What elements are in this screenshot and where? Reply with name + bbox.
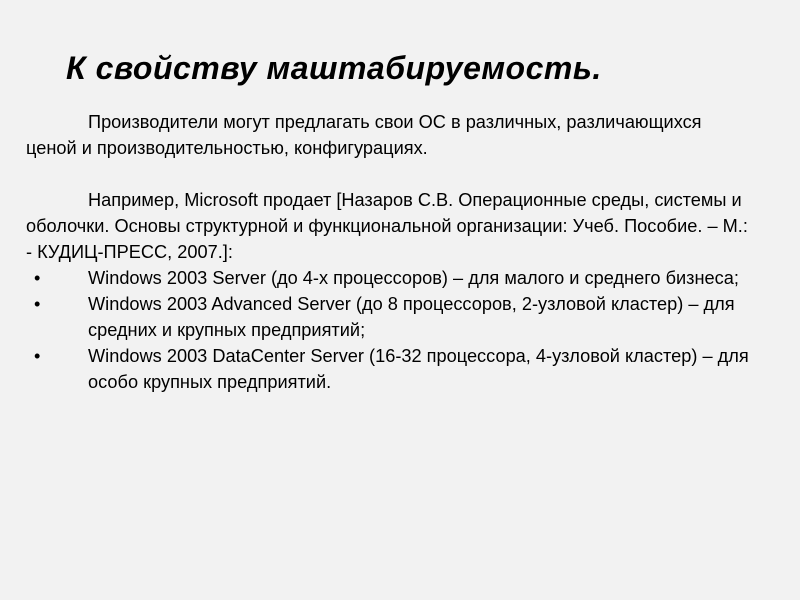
- list-item: [26, 265, 756, 291]
- paragraph-spacer: [26, 161, 756, 187]
- intro-paragraph: Производители могут предлагать свои ОС в различных, различающихся ценой и производительностью, конфигурациях.: [26, 112, 702, 158]
- list-item: [26, 291, 756, 343]
- list-item-text: Windows 2003 Advanced Server (до 8 процессоров, 2-узловой кластер) – для средних и крупных предприятий;: [88, 294, 735, 340]
- example-paragraph: Например, Microsoft продает [Назаров С.В. Операционные среды, системы и оболочки. Основы структурной и функциональной организации: Учеб. Пособие. – М.: - КУДИЦ-ПРЕСС, 2007.]:: [26, 190, 748, 262]
- slide-body: [26, 109, 756, 395]
- bullet-icon: •: [34, 346, 41, 366]
- editions-list: [26, 265, 756, 395]
- bullet-icon: •: [34, 294, 41, 314]
- list-item-text: Windows 2003 Server (до 4-х процессоров) – для малого и среднего бизнеса;: [88, 268, 739, 288]
- slide-title: К свойству маштабируемость.: [66, 50, 602, 86]
- list-item: [26, 343, 756, 395]
- bullet-icon: •: [34, 268, 41, 288]
- list-item-text: Windows 2003 DataCenter Server (16-32 процессора, 4-узловой кластер) – для особо крупных предприятий.: [88, 346, 749, 392]
